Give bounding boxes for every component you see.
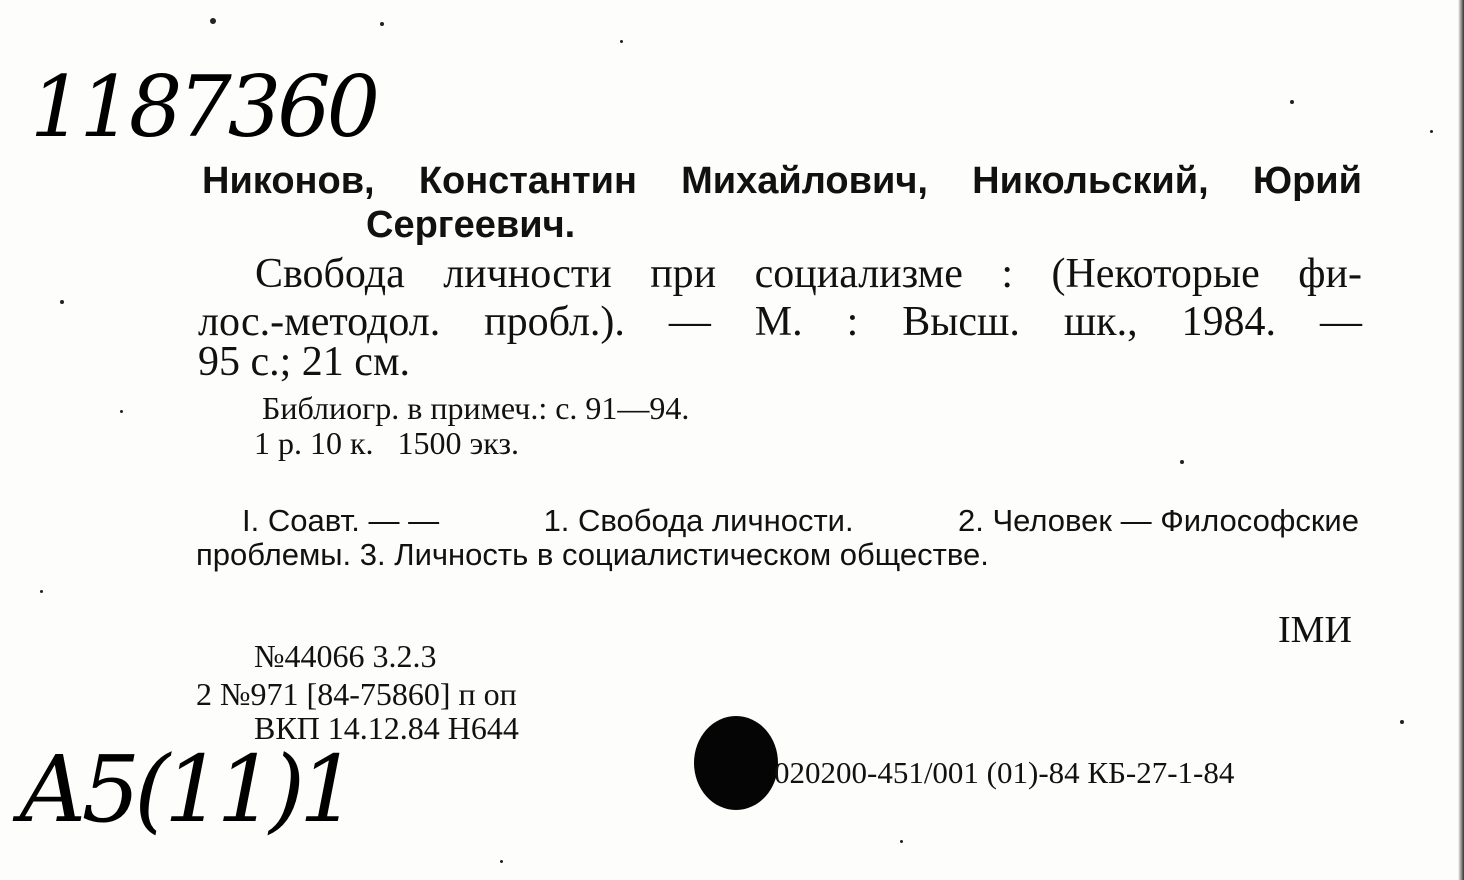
title-line-1 — [255, 250, 1362, 298]
price-and-print-run: 1 р. 10 к. 1500 экз. — [254, 425, 520, 461]
scan-speck — [620, 40, 623, 43]
subject-headings-line-2: проблемы. 3. Личность в социалистическом обществе. — [196, 537, 989, 572]
author-word: Никольский, — [972, 160, 1209, 202]
scan-speck — [40, 590, 43, 593]
author-word: Михайлович, — [681, 160, 928, 202]
author-word: Константин — [418, 160, 637, 202]
author-word: Юрий — [1252, 160, 1362, 202]
scan-speck — [120, 410, 123, 413]
record-number-line: ВКП 14.12.84 Н644 — [254, 710, 519, 746]
scan-speck — [900, 840, 903, 843]
isbn-line: 020200-451/001 (01)-84 КБ-27-1-84 — [774, 755, 1235, 790]
subject-part: 2. Человек — Философские — [958, 503, 1359, 538]
title-word: — — [1319, 299, 1362, 345]
title-word: фи- — [1298, 251, 1362, 297]
scan-speck — [1290, 100, 1294, 104]
record-number-line: 2 №971 [84-75860] п оп — [196, 676, 517, 712]
author-word: Никонов, — [202, 160, 375, 202]
subject-headings-line-1 — [242, 503, 1359, 539]
scan-speck — [1430, 130, 1433, 133]
scan-speck — [1180, 460, 1184, 464]
scan-speck — [500, 860, 503, 863]
title-word: : — [846, 299, 859, 345]
title-word: пробл.). — [484, 299, 625, 345]
title-word: : — [1001, 251, 1013, 297]
scan-speck — [1400, 720, 1404, 724]
title-word: личности — [443, 251, 612, 297]
classification-code: IМИ — [1278, 609, 1352, 651]
card-edge-shadow — [1458, 0, 1464, 880]
author-line-2: Сергеевич. — [366, 204, 576, 246]
subject-part: I. Соавт. — — — [242, 503, 440, 538]
title-word: 1984. — [1181, 299, 1277, 345]
record-number-line: №44066 3.2.3 — [254, 638, 437, 674]
title-word: Высш. — [902, 299, 1020, 345]
punch-hole — [694, 716, 778, 810]
scan-speck — [380, 22, 384, 26]
title-word: социализме — [754, 251, 963, 297]
title-word: Свобода — [255, 251, 405, 297]
handwritten-inventory-number: 1187360 — [30, 58, 377, 156]
title-word: (Некоторые — [1051, 251, 1260, 297]
scan-speck — [60, 300, 64, 304]
subject-part: 1. Свобода личности. — [543, 503, 854, 538]
title-word: — — [668, 299, 711, 345]
scan-speck — [210, 18, 216, 24]
title-line-3: 95 с.; 21 см. — [198, 339, 411, 385]
title-word: при — [650, 251, 717, 297]
title-word: лос.-методол. — [198, 299, 441, 345]
title-word: шк., — [1063, 299, 1138, 345]
handwritten-shelf-mark: А5(11)1 — [18, 736, 352, 843]
author-line-1 — [202, 160, 1362, 203]
title-word: М. — [754, 299, 803, 345]
bibliography-note: Библиогр. в примеч.: с. 91—94. — [262, 390, 690, 426]
